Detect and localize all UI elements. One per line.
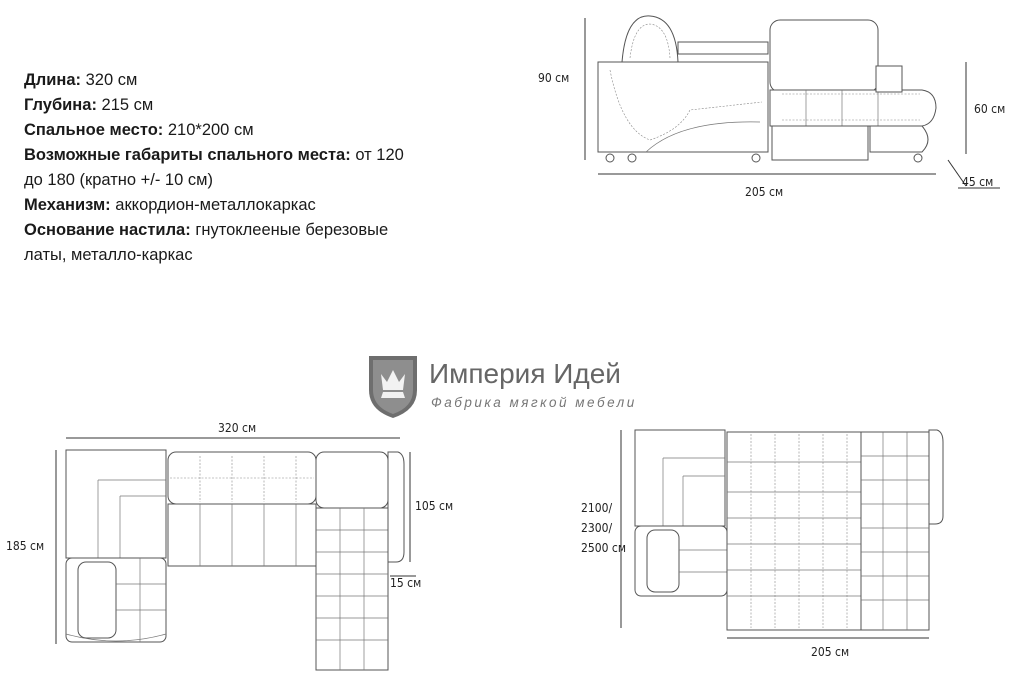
sofa-back-arch (622, 16, 678, 62)
logo-name: Империя Идей (429, 358, 621, 389)
bed-length-label-1: 2100/ (581, 501, 613, 515)
sofa-leg (752, 154, 760, 162)
depth-label: 185 см (6, 539, 45, 553)
sofa-drawer (772, 126, 868, 160)
sofa-leg (628, 154, 636, 162)
sofa-arm (388, 452, 404, 562)
sofa-seat-cushions (168, 504, 316, 566)
spec-depth: Глубина: 215 см (24, 96, 154, 114)
sofa-body (598, 62, 768, 152)
sofa-chaise-back (316, 452, 388, 508)
spec-mechanism: Механизм: аккордион-металлокаркас (24, 196, 316, 214)
gap-label: 15 см (390, 576, 422, 590)
unfolded-arm (929, 430, 943, 524)
height-label: 90 см (538, 71, 570, 85)
seat-height-label: 60 см (974, 102, 1006, 116)
width-label: 205 см (745, 185, 784, 199)
spec-length: Длина: 320 см (24, 71, 138, 89)
sofa-leg (914, 154, 922, 162)
spec-sleeping-area: Спальное место: 210*200 см (24, 121, 254, 139)
top-view-drawing (0, 412, 470, 682)
sofa-seat (770, 90, 936, 126)
specifications-list (24, 68, 424, 268)
bed-length-label-3: 2500 см (581, 541, 626, 555)
sofa-corner-module (66, 450, 166, 558)
unfolded-corner-module (635, 430, 725, 526)
sofa-backrest (770, 20, 878, 92)
unfolded-width-label: 205 см (811, 645, 850, 659)
sofa-leg (606, 154, 614, 162)
sofa-top-rail (678, 42, 768, 54)
side-view-drawing (530, 10, 1010, 205)
spec-base: Основание настила: гнутоклееные березовые латы, металло-каркас (24, 221, 389, 264)
unfolded-view-drawing (575, 420, 1024, 682)
module-depth-label: 105 см (415, 499, 454, 513)
spec-sleeping-sizes: Возможные габариты спального места: от 120 до 180 (кратно +/- 10 см) (24, 146, 404, 189)
sofa-chaise (316, 508, 388, 670)
leg-height-label: 45 см (962, 175, 994, 189)
bed-length-label-2: 2300/ (581, 521, 613, 535)
logo-tagline: Фабрика мягкой мебели (431, 395, 637, 410)
sofa-arm (876, 66, 902, 92)
length-label: 320 см (218, 421, 257, 435)
